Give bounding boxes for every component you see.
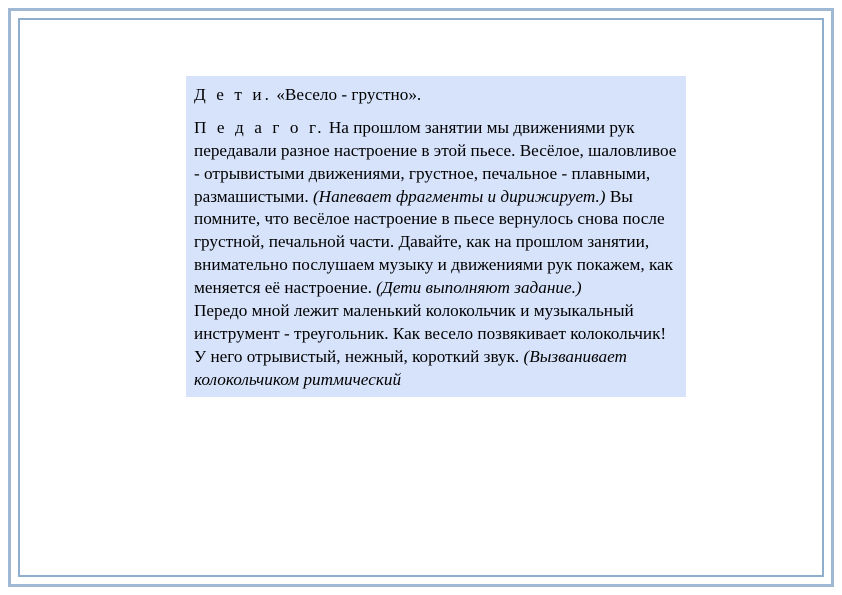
- teacher-text-part-2: Вы помните, что весёлое настроение в пьесе вернулось снова после грустной, печальной части. Давайте, как на прошлом занятии, внимательно послушаем музыку и движениями рук покажем, как меняется её настроение.: [194, 186, 674, 297]
- children-answer-text: «Весело - грустно».: [272, 85, 422, 104]
- teacher-stage-direction-1: (Напевает фрагменты и дирижирует.): [312, 186, 606, 206]
- speaker-label-teacher: П е д а г о г.: [194, 117, 325, 137]
- slide-text-block: [186, 76, 686, 397]
- teacher-stage-direction-3: (Вызванивает колокольчиком ритмический: [194, 346, 627, 389]
- paragraph-teacher-line: [194, 117, 678, 392]
- paragraph-children-line: [194, 84, 678, 107]
- teacher-text-part-1: На прошлом занятии мы движениями рук передавали разное настроение в этой пьесе. Весёлое, шаловливое - отрывистыми движениями, грустное, печальное - плавными, размашистыми.: [194, 117, 677, 206]
- teacher-text-part-3: Передо мной лежит маленький колокольчик и музыкальный инструмент - треугольник. Как весело позвякивает колокольчик! У него отрывистый, нежный, короткий звук.: [194, 300, 667, 366]
- teacher-stage-direction-2: (Дети выполняют задание.): [376, 278, 582, 297]
- speaker-label-children: Д е т и.: [194, 85, 273, 104]
